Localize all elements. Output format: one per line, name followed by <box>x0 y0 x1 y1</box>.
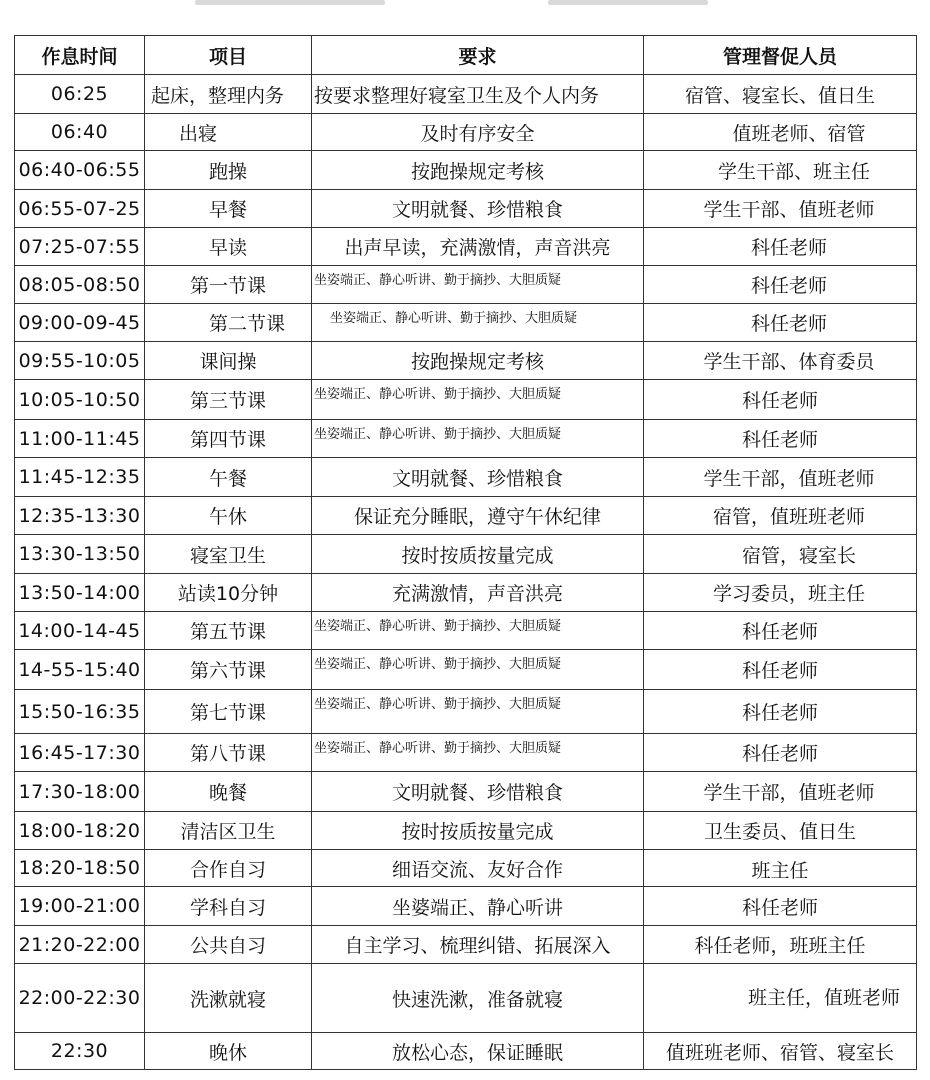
table-row <box>15 1033 917 1070</box>
cell-time: 13:30-13:50 <box>15 535 145 574</box>
cell-time: 18:20-18:50 <box>15 850 145 887</box>
cell-time: 08:05-08:50 <box>15 266 145 304</box>
cell-item: 第四节课 <box>145 420 312 458</box>
table-row <box>15 190 917 228</box>
cell-time: 09:00-09-45 <box>15 304 145 342</box>
cell-item: 课间操 <box>145 342 312 380</box>
cell-item: 洗漱就寝 <box>145 964 312 1033</box>
cell-manager: 科任老师 <box>644 380 917 420</box>
cell-item: 第二节课 <box>145 304 312 342</box>
cell-requirement: 文明就餐、珍惜粮食 <box>312 772 644 812</box>
cell-time: 22:00-22:30 <box>15 964 145 1033</box>
cell-requirement: 及时有序安全 <box>312 114 644 151</box>
table-row <box>15 812 917 850</box>
cell-requirement: 按跑操规定考核 <box>312 151 644 190</box>
header-manager: 管理督促人员 <box>644 36 917 75</box>
scan-mark <box>548 0 708 5</box>
cell-item: 第三节课 <box>145 380 312 420</box>
cell-time: 11:00-11:45 <box>15 420 145 458</box>
header-row <box>15 36 917 75</box>
table-row <box>15 535 917 574</box>
scan-mark <box>195 0 385 5</box>
cell-time: 10:05-10:50 <box>15 380 145 420</box>
cell-manager: 科任老师，班班主任 <box>644 926 917 964</box>
cell-time: 15:50-16:35 <box>15 690 145 734</box>
cell-item: 午餐 <box>145 458 312 497</box>
table-row <box>15 114 917 151</box>
cell-manager: 科任老师 <box>644 420 917 458</box>
cell-manager: 科任老师 <box>644 650 917 690</box>
cell-manager: 班主任，值班老师 <box>644 964 917 1033</box>
cell-item: 第五节课 <box>145 612 312 650</box>
top-scan-marks <box>0 0 930 12</box>
cell-requirement: 坐姿端正、静心听讲、勤于摘抄、大胆质疑 <box>312 266 644 304</box>
table-row <box>15 574 917 612</box>
cell-item: 第七节课 <box>145 690 312 734</box>
cell-requirement: 按要求整理好寝室卫生及个人内务 <box>312 75 644 114</box>
table-row <box>15 887 917 926</box>
cell-time: 13:50-14:00 <box>15 574 145 612</box>
cell-item: 第一节课 <box>145 266 312 304</box>
cell-time: 17:30-18:00 <box>15 772 145 812</box>
header-time: 作息时间 <box>15 36 145 75</box>
cell-manager: 科任老师 <box>644 612 917 650</box>
cell-time: 06:55-07-25 <box>15 190 145 228</box>
table-row <box>15 650 917 690</box>
cell-item: 公共自习 <box>145 926 312 964</box>
cell-manager: 值班老师、宿管 <box>644 114 917 151</box>
cell-requirement: 文明就餐、珍惜粮食 <box>312 190 644 228</box>
cell-time: 11:45-12:35 <box>15 458 145 497</box>
cell-item: 早读 <box>145 228 312 266</box>
table-row <box>15 151 917 190</box>
cell-manager: 宿管、寝室长、值日生 <box>644 75 917 114</box>
cell-item: 第六节课 <box>145 650 312 690</box>
cell-manager: 科任老师 <box>644 734 917 772</box>
cell-requirement: 坐姿端正、静心听讲、勤于摘抄、大胆质疑 <box>312 690 644 734</box>
cell-manager: 卫生委员、值日生 <box>644 812 917 850</box>
table-row <box>15 964 917 1033</box>
cell-time: 06:40 <box>15 114 145 151</box>
table-row <box>15 734 917 772</box>
cell-time: 19:00-21:00 <box>15 887 145 926</box>
cell-time: 12:35-13:30 <box>15 497 145 535</box>
cell-time: 16:45-17:30 <box>15 734 145 772</box>
table-row <box>15 690 917 734</box>
cell-requirement: 快速洗漱，准备就寝 <box>312 964 644 1033</box>
table-row <box>15 458 917 497</box>
daily-schedule-table <box>14 35 917 1070</box>
cell-requirement: 充满激情，声音洪亮 <box>312 574 644 612</box>
cell-requirement: 坐姿端正、静心听讲、勤于摘抄、大胆质疑 <box>312 304 644 342</box>
cell-manager: 学生干部、体育委员 <box>644 342 917 380</box>
cell-manager: 科任老师 <box>644 690 917 734</box>
cell-item: 晚休 <box>145 1033 312 1070</box>
cell-manager: 宿管，值班班老师 <box>644 497 917 535</box>
cell-manager: 学生干部，值班老师 <box>644 772 917 812</box>
cell-requirement: 按时按质按量完成 <box>312 812 644 850</box>
cell-requirement: 文明就餐、珍惜粮食 <box>312 458 644 497</box>
cell-item: 寝室卫生 <box>145 535 312 574</box>
cell-time: 06:40-06:55 <box>15 151 145 190</box>
cell-time: 21:20-22:00 <box>15 926 145 964</box>
cell-requirement: 按跑操规定考核 <box>312 342 644 380</box>
cell-manager: 学生干部、值班老师 <box>644 190 917 228</box>
cell-time: 14:00-14-45 <box>15 612 145 650</box>
cell-manager: 科任老师 <box>644 266 917 304</box>
table-row <box>15 926 917 964</box>
cell-manager: 科任老师 <box>644 887 917 926</box>
cell-requirement: 坐姿端正、静心听讲、勤于摘抄、大胆质疑 <box>312 734 644 772</box>
cell-manager: 值班班老师、宿管、寝室长 <box>644 1033 917 1070</box>
cell-item: 早餐 <box>145 190 312 228</box>
cell-item: 合作自习 <box>145 850 312 887</box>
cell-requirement: 坐姿端正、静心听讲、勤于摘抄、大胆质疑 <box>312 380 644 420</box>
cell-item: 出寝 <box>145 114 312 151</box>
table-row <box>15 850 917 887</box>
cell-requirement: 坐姿端正、静心听讲、勤于摘抄、大胆质疑 <box>312 612 644 650</box>
cell-time: 06:25 <box>15 75 145 114</box>
cell-item: 跑操 <box>145 151 312 190</box>
cell-item: 第八节课 <box>145 734 312 772</box>
cell-time: 09:55-10:05 <box>15 342 145 380</box>
table-row <box>15 420 917 458</box>
cell-requirement: 细语交流、友好合作 <box>312 850 644 887</box>
cell-requirement: 放松心态，保证睡眠 <box>312 1033 644 1070</box>
cell-item: 学科自习 <box>145 887 312 926</box>
cell-manager: 学习委员，班主任 <box>644 574 917 612</box>
table-row <box>15 228 917 266</box>
cell-requirement: 保证充分睡眠，遵守午休纪律 <box>312 497 644 535</box>
cell-manager: 班主任 <box>644 850 917 887</box>
cell-requirement: 坐姿端正、静心听讲、勤于摘抄、大胆质疑 <box>312 650 644 690</box>
cell-requirement: 坐姿端正、静心听讲、勤于摘抄、大胆质疑 <box>312 420 644 458</box>
table-row <box>15 342 917 380</box>
header-requirement: 要求 <box>312 36 644 75</box>
cell-time: 14-55-15:40 <box>15 650 145 690</box>
cell-time: 07:25-07:55 <box>15 228 145 266</box>
cell-item: 清洁区卫生 <box>145 812 312 850</box>
table-row <box>15 772 917 812</box>
cell-item: 起床，整理内务 <box>145 75 312 114</box>
cell-time: 22:30 <box>15 1033 145 1070</box>
cell-item: 晚餐 <box>145 772 312 812</box>
cell-manager: 科任老师 <box>644 304 917 342</box>
table-row <box>15 266 917 304</box>
cell-manager: 宿管，寝室长 <box>644 535 917 574</box>
cell-manager: 学生干部，值班老师 <box>644 458 917 497</box>
cell-item: 午休 <box>145 497 312 535</box>
cell-requirement: 自主学习、梳理纠错、拓展深入 <box>312 926 644 964</box>
cell-time: 18:00-18:20 <box>15 812 145 850</box>
cell-item: 站读10分钟 <box>145 574 312 612</box>
cell-requirement: 坐婆端正、静心听讲 <box>312 887 644 926</box>
table-row <box>15 75 917 114</box>
table-row <box>15 380 917 420</box>
table-row <box>15 304 917 342</box>
cell-manager: 学生干部、班主任 <box>644 151 917 190</box>
table-row <box>15 497 917 535</box>
header-item: 项目 <box>145 36 312 75</box>
cell-manager: 科任老师 <box>644 228 917 266</box>
cell-requirement: 出声早读，充满激情，声音洪亮 <box>312 228 644 266</box>
table-row <box>15 612 917 650</box>
cell-requirement: 按时按质按量完成 <box>312 535 644 574</box>
